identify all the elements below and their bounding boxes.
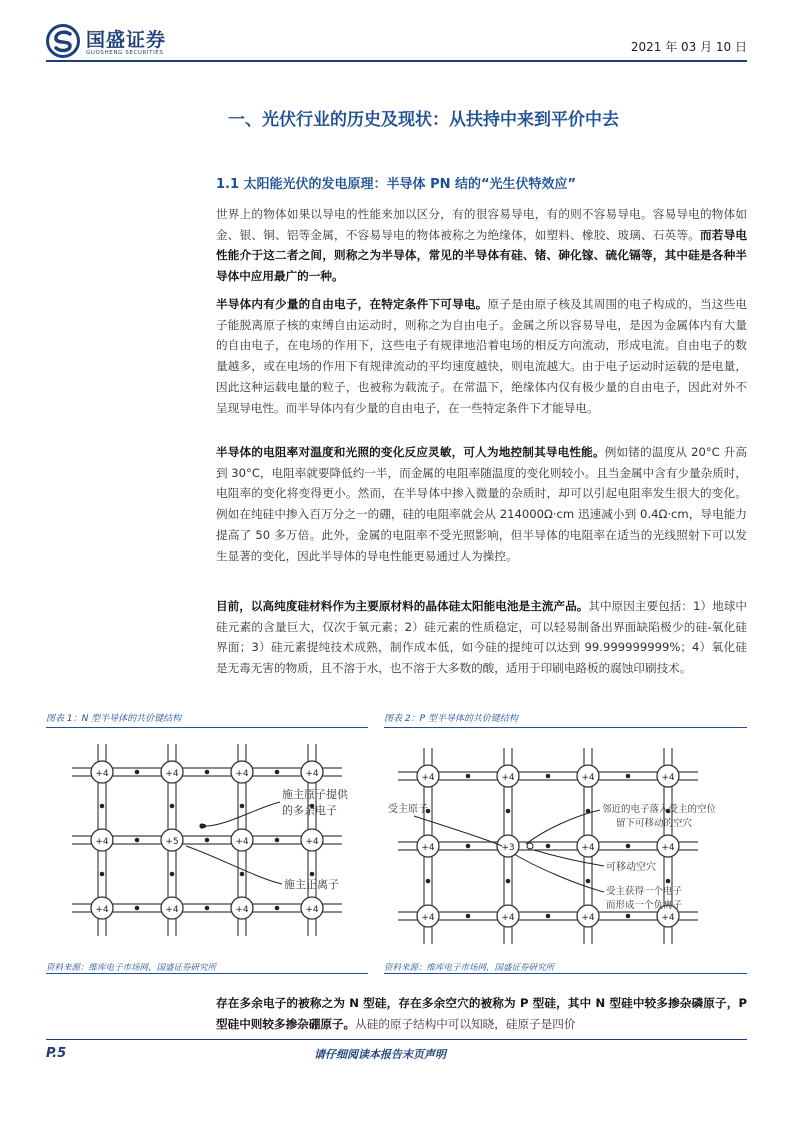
silicon-atom-label: +4 [165,769,179,779]
silicon-atom-label: +4 [421,843,435,853]
silicon-atom-label: +4 [165,905,179,915]
silicon-atom-label: +4 [95,837,109,847]
annotation-donor-ion: 施主正离子 [284,878,339,891]
paragraph-emphasis: 存在多余电子的被称之为 N 型硅，存在多余空穴的被称为 P 型硅，其中 N 型硅中较多掺杂磷原子，P 型硅中则较多掺杂硼原子。 [216,996,747,1031]
impurity-atom-label: +3 [501,843,515,853]
electron [135,770,140,775]
electron [506,879,511,884]
electron [466,774,471,779]
electron [205,838,210,843]
silicon-atom-label: +4 [661,773,675,783]
electron [626,774,631,779]
silicon-atom-label: +4 [421,773,435,783]
electron [135,838,140,843]
report-date: 2021 年 03 月 10 日 [630,40,747,54]
electron [100,872,105,877]
annotation-donor-electron-line1: 施主原子提供 [282,788,348,801]
annotation-acceptor-ion-line1: 受主获得一个电子 [606,886,683,897]
brand-subtitle: GUOSHENG SECURITIES [86,50,164,56]
electron [205,906,210,911]
electron [546,914,551,919]
silicon-atom-label: +4 [661,843,675,853]
paragraph-resistivity [216,442,747,566]
page-number: P.5 [46,1046,67,1061]
paragraph-free-electrons [216,294,747,418]
silicon-atom-label: +4 [501,913,515,923]
figure2-top-rule [384,727,747,728]
paragraph-semiconductor-definition [216,204,747,287]
silicon-atom-label: +4 [661,913,675,923]
brand-name: 国盛证券 [86,29,167,51]
lattice-grid [398,748,698,944]
electron [310,872,315,877]
paragraph-text: 例如锗的温度从 20°C 升高到 30°C，电阻率就要降低约一半，而金属的电阻率随温度的变化则较小。且当金属中含有少量杂质时，电阻率的变化将变得更小。然而，在半导体中掺入微量的杂质时，却可以引起电阻率发生很大的变化。例如在纯硅中掺入百万分之一的硼，硅的电阻率就会从 214000Ω·cm 迅速减小到 0.4Ω·cm，导电能力提高了 50 多万倍。此外，金属的电阻率不受光照影响，但半导体的电阻率在适当的光线照射下可以发生显著的变化，因此半导体的导电性能更易通过人为操控。 [216,445,747,563]
paragraph-emphasis: 半导体的电阻率对温度和光照的变化反应灵敏，可人为地控制其导电性能。 [216,445,605,459]
silicon-atom-label: +4 [235,905,249,915]
electron [135,906,140,911]
logo-mark-icon [46,24,80,58]
electron [466,914,471,919]
electron [205,770,210,775]
silicon-atom-label: +4 [235,837,249,847]
figure2-p-type-lattice [384,730,747,958]
electron [466,844,471,849]
silicon-atom-label: +4 [581,913,595,923]
electron [666,879,671,884]
paragraph-text: 原子是由原子核及其周围的电子构成的，当这些电子能脱离原子核的束缚自由运动时，则称之为自由电子。金属之所以容易导电，是因为金属体内有大量的自由电子，在电场的作用下，这些电子有规律地沿着电场的相反方向流动，形成电流。自由电子的数量越多，或在电场的作用下有规律流动的平均速度越快，则电流越大。由于电子运动时运载的是电量，因此这种运载电量的粒子，也被称为载流子。在常温下，绝缘体内仅有极少量的自由电子，因此对外不呈现导电性。而半导体内有少量的自由电子，在一些特定条件下才能导电。 [216,297,747,415]
electron [275,838,280,843]
silicon-atom-label: +4 [235,769,249,779]
electron [626,914,631,919]
electron [546,774,551,779]
annotation-arrow [186,846,282,884]
lattice-grid [72,744,342,936]
arrow-head [202,824,206,828]
electron [546,844,551,849]
disclaimer-note: 请仔细阅读本报告末页声明 [314,1048,446,1061]
silicon-atom-label: +4 [305,837,319,847]
figure1-n-type-lattice [46,730,368,958]
silicon-atom-label: +4 [305,905,319,915]
figure2-source: 资料来源：维库电子市场网，国盛证券研究所 [384,963,555,973]
electron [275,906,280,911]
brand-logo [46,22,186,62]
electron [586,879,591,884]
paragraph-text: 从硅的原子结构中可以知晓，硅原子是四价 [355,1016,576,1031]
annotation-mobile-hole: 可移动空穴 [606,862,656,873]
hole [527,843,533,849]
impurity-atom-label: +5 [165,837,179,847]
electron [100,804,105,809]
electron [240,872,245,877]
header-divider [46,60,747,62]
annotation-neighbor-electron-line1: 邻近的电子落入受主的空位 [602,804,717,815]
paragraph-text: 世界上的物体如果以导电的性能来加以区分，有的很容易导电，有的则不容易导电。容易导电的物体如金、银、铜、铝等金属，不容易导电的物体被称之为绝缘体，如塑料、橡胶、玻璃、石英等。 [216,207,747,242]
electron [170,872,175,877]
electron [240,804,245,809]
paragraph-n-p-type [216,993,747,1034]
figure1-source: 资料来源：维库电子市场网，国盛证券研究所 [46,963,217,973]
electron [275,770,280,775]
figure2-bottom-rule [384,973,747,974]
paragraph-crystalline-silicon [216,596,747,679]
figure1-bottom-rule [46,973,368,974]
paragraph-emphasis: 目前，以高纯度硅材料作为主要原材料的晶体硅太阳能电池是主流产品。 [216,599,589,613]
silicon-atom-label: +4 [305,769,319,779]
silicon-atom-label: +4 [95,769,109,779]
footer-divider [46,1039,747,1040]
electron [426,879,431,884]
silicon-atom-label: +4 [581,773,595,783]
figure2-caption: 图表 2：P 型半导体的共价键结构 [384,714,518,724]
silicon-atom-label: +4 [95,905,109,915]
annotation-neighbor-electron-line2: 留下可移动的空穴 [616,818,693,829]
paragraph-emphasis: 而若导电性能介于这二者之间，则称之为半导体，常见的半导体有硅、锗、砷化镓、硫化镉等，其中硅是各种半导体中应用最广的一种。 [216,227,747,284]
section-title: 1.1 太阳能光伏的发电原理：半导体 PN 结的“光生伏特效应” [216,177,577,192]
annotation-acceptor-ion-line2: 而形成一个负离子 [606,900,683,911]
annotation-donor-electron-line2: 的多余电子 [282,804,337,817]
annotation-acceptor-atom: 受主原子 [388,804,428,815]
electron [506,809,511,814]
electron [626,844,631,849]
electron [170,804,175,809]
silicon-atom-label: +4 [421,913,435,923]
paragraph-emphasis: 半导体内有少量的自由电子，在特定条件下可导电。 [216,297,488,311]
silicon-atom-label: +4 [581,843,595,853]
figure1-caption: 图表 1：N 型半导体的共价键结构 [46,714,182,724]
paragraph-text: 其中原因主要包括：1）地球中硅元素的含量巨大，仅次于氧元素；2）硅元素的性质稳定，可以轻易制备出界面缺陷极少的硅-氧化硅界面；3）硅元素提纯技术成熟，制作成本低，如今硅的提纯可以达到 99.999999999%；4）氧化硅是无毒无害的物质，且不溶于水，也不溶于大多数的酸，适用于印刷电路板的腐蚀印刷技术。 [216,599,747,676]
annotation-arrow [514,854,604,892]
figure1-top-rule [46,727,368,728]
chapter-title: 一、光伏行业的历史及现状：从扶持中来到平价中去 [228,110,619,130]
silicon-atom-label: +4 [501,773,515,783]
